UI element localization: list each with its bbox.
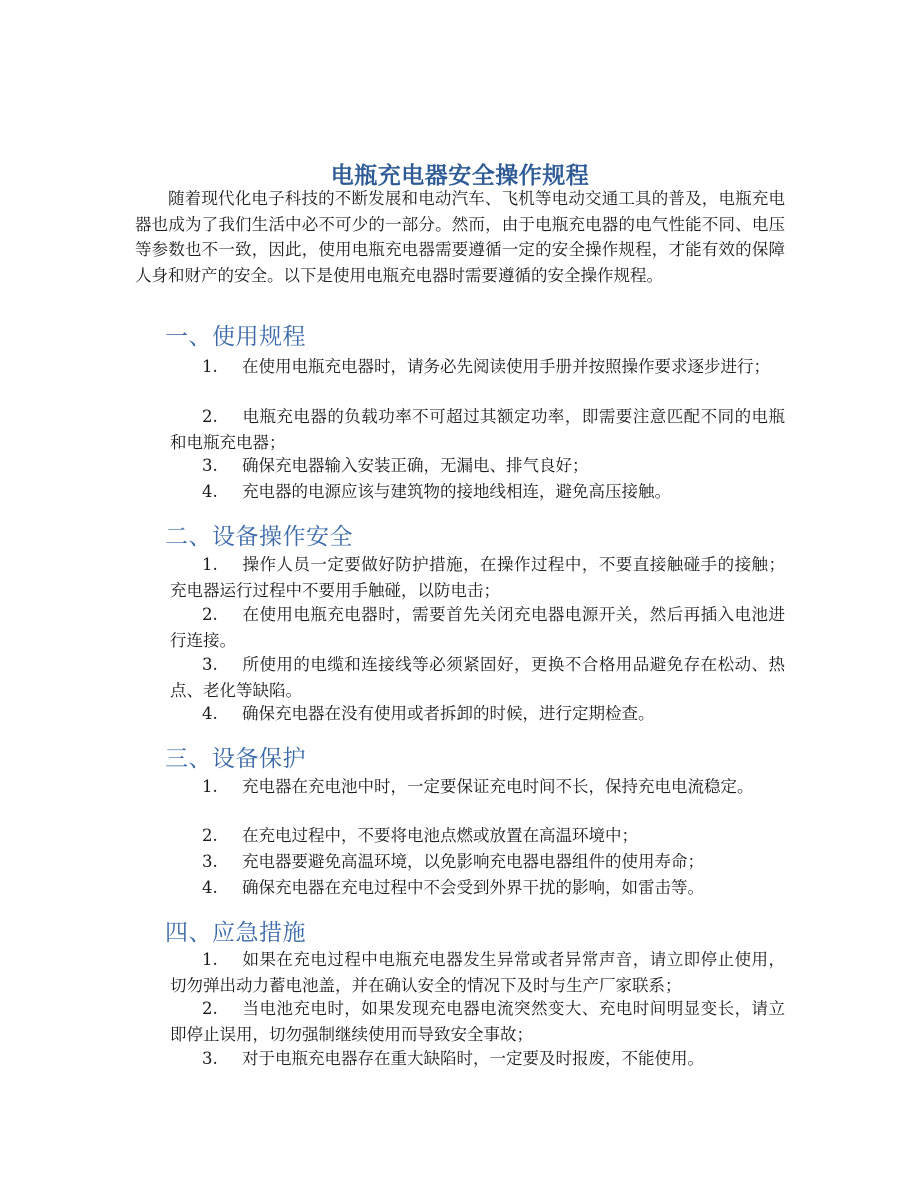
list-item (170, 479, 785, 505)
list-item (170, 453, 785, 479)
item-number: 3. (202, 456, 218, 475)
item-number: 2. (202, 605, 218, 624)
section-heading-emergency-measures: 四、应急措施 (165, 920, 306, 946)
page-title: 电瓶充电器安全操作规程 (330, 163, 590, 190)
item-number: 2. (202, 999, 218, 1018)
section-heading-equipment-protection: 三、设备保护 (165, 746, 306, 772)
item-text: 操作人员一定要做好防护措施，在操作过程中，不要直接触碰手的接触；充电器运行过程中不要用手触碰，以防电击； (170, 555, 785, 600)
list-item (170, 1046, 785, 1072)
section-heading-operation-safety: 二、设备操作安全 (165, 524, 353, 550)
item-number: 3. (202, 852, 218, 871)
item-text: 确保充电器在充电过程中不会受到外界干扰的影响，如雷击等。 (242, 878, 704, 897)
item-text: 充电器在充电池中时，一定要保证充电时间不长，保持充电电流稳定。 (242, 777, 754, 796)
item-number: 2. (202, 407, 218, 426)
list-item (170, 602, 785, 653)
list-item (170, 652, 785, 703)
item-number: 4. (202, 704, 218, 723)
item-text: 对于电瓶充电器存在重大缺陷时，一定要及时报废，不能使用。 (242, 1049, 704, 1068)
item-number: 3. (202, 655, 218, 674)
item-text: 确保充电器输入安装正确，无漏电、排气良好； (242, 456, 589, 475)
item-number: 1. (202, 357, 218, 376)
item-number: 2. (202, 826, 218, 845)
item-text: 确保充电器在没有使用或者拆卸的时候，进行定期检查。 (242, 704, 655, 723)
item-number: 4. (202, 482, 218, 501)
item-text: 在使用电瓶充电器时，需要首先关闭充电器电源开关，然后再插入电池进行连接。 (170, 605, 785, 650)
item-number: 4. (202, 878, 218, 897)
list-item (170, 774, 785, 800)
list-item (170, 996, 785, 1047)
item-text: 如果在充电过程中电瓶充电器发生异常或者异常声音，请立即停止使用，切勿弹出动力蓄电池盖，并在确认安全的情况下及时与生产厂家联系； (170, 950, 785, 995)
list-item (170, 552, 785, 603)
item-number: 1. (202, 777, 218, 796)
item-number: 1. (202, 950, 218, 969)
item-text: 当电池充电时，如果发现充电器电流突然变大、充电时间明显变长，请立即停止误用，切勿强制继续使用而导致安全事故； (170, 999, 785, 1044)
item-text: 在使用电瓶充电器时，请务必先阅读使用手册并按照操作要求逐步进行； (242, 357, 770, 376)
list-item (170, 354, 785, 380)
item-text: 在充电过程中，不要将电池点燃或放置在高温环境中； (242, 826, 638, 845)
section-heading-usage: 一、使用规程 (165, 324, 306, 350)
item-text: 电瓶充电器的负载功率不可超过其额定功率，即需要注意匹配不同的电瓶和电瓶充电器； (170, 407, 785, 452)
intro-paragraph: 随着现代化电子科技的不断发展和电动汽车、飞机等电动交通工具的普及，电瓶充电器也成为了我们生活中必不可少的一部分。然而，由于电瓶充电器的电气性能不同、电压等参数也不一致，因此，使用电瓶充电器需要遵循一定的安全操作规程，才能有效的保障人身和财产的安全。以下是使用电瓶充电器时需要遵循的安全操作规程。 (135, 189, 785, 285)
list-item (170, 947, 785, 998)
item-text: 充电器的电源应该与建筑物的接地线相连，避免高压接触。 (242, 482, 671, 501)
item-text: 充电器要避免高温环境，以免影响充电器电器组件的使用寿命； (242, 852, 704, 871)
item-number: 1. (202, 555, 218, 574)
list-item (170, 875, 785, 901)
list-item (170, 404, 785, 455)
item-number: 3. (202, 1049, 218, 1068)
list-item (170, 849, 785, 875)
item-text: 所使用的电缆和连接线等必须紧固好，更换不合格用品避免存在松动、热点、老化等缺陷。 (170, 655, 785, 700)
list-item (170, 701, 785, 727)
list-item (170, 823, 785, 849)
